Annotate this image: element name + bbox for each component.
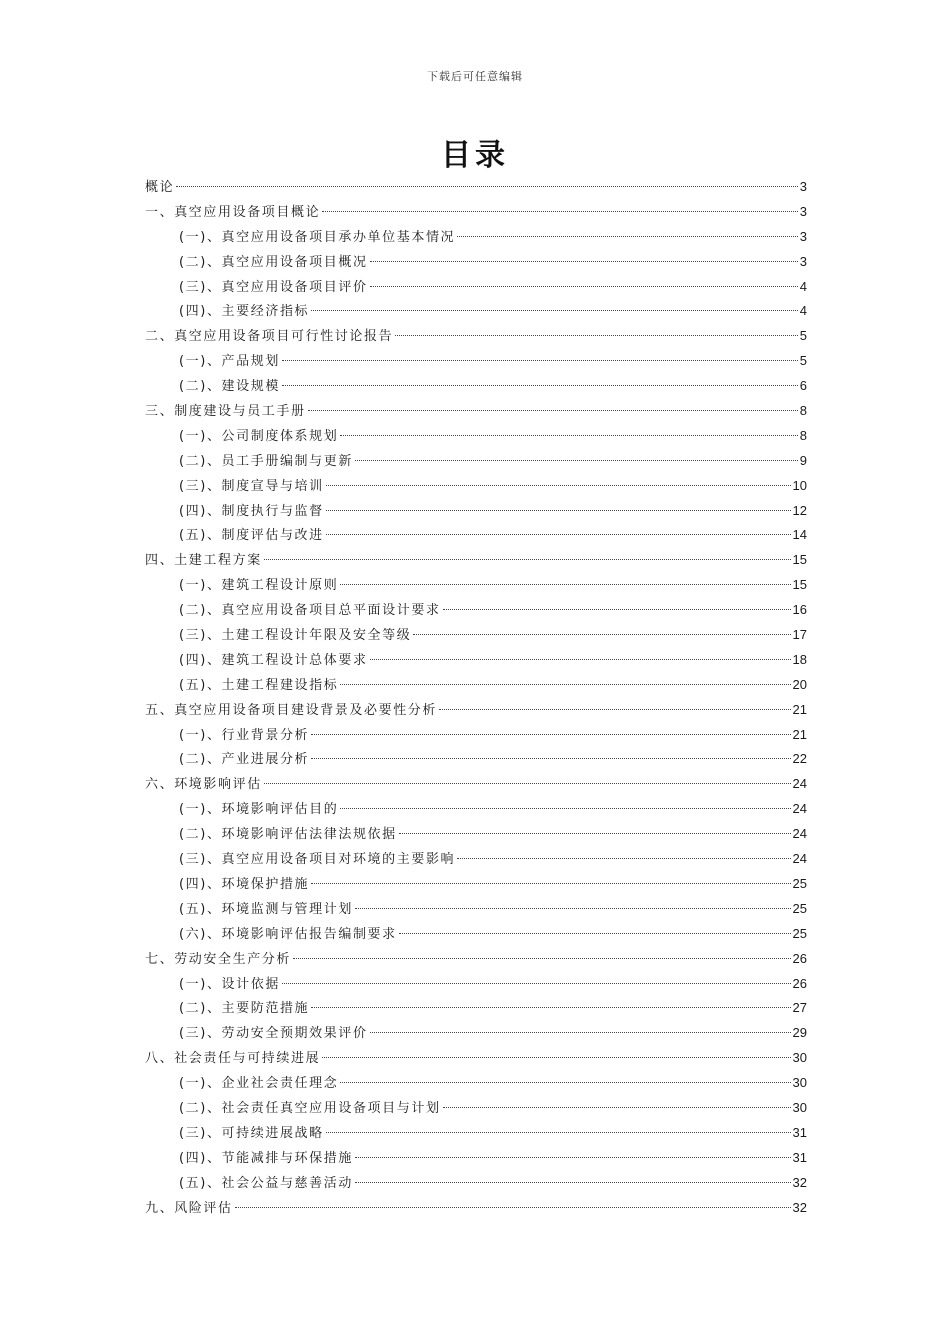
- toc-entry-section[interactable]: [145, 996, 807, 1021]
- toc-page-number: 26: [792, 975, 807, 991]
- toc-page-number: 25: [792, 900, 807, 916]
- toc-dot-leader: [308, 410, 798, 411]
- toc-page-number: 6: [799, 378, 807, 394]
- toc-dot-leader: [311, 734, 790, 735]
- toc-entry-text: (一)、环境影响评估目的: [179, 802, 339, 818]
- toc-page-number: 12: [792, 502, 807, 518]
- toc-entry-section[interactable]: [145, 424, 807, 449]
- toc-entry-text: (二)、产业进展分析: [179, 752, 310, 768]
- toc-page-number: 25: [792, 875, 807, 891]
- toc-entry-text: (五)、环境监测与管理计划: [179, 901, 353, 917]
- toc-entry-text: (一)、建筑工程设计原则: [179, 578, 339, 594]
- toc-page-number: 22: [792, 751, 807, 767]
- toc-page-number: 15: [792, 577, 807, 593]
- toc-entry-text: (五)、制度评估与改进: [179, 528, 324, 544]
- toc-dot-leader: [355, 1182, 791, 1183]
- toc-entry-text: 概论: [145, 180, 175, 195]
- toc-dot-leader: [264, 783, 791, 784]
- toc-dot-leader: [322, 211, 798, 212]
- toc-dot-leader: [439, 709, 791, 710]
- toc-entry-text: (三)、可持续进展战略: [179, 1125, 324, 1141]
- toc-entry-text: (三)、劳动安全预期效果评价: [179, 1026, 368, 1042]
- toc-entry-text: (三)、真空应用设备项目评价: [179, 279, 368, 295]
- toc-page-number: 4: [799, 278, 807, 294]
- toc-entry-text: (三)、土建工程设计年限及安全等级: [179, 628, 412, 644]
- toc-dot-leader: [282, 983, 791, 984]
- toc-dot-leader: [443, 1107, 791, 1108]
- toc-dot-leader: [326, 485, 791, 486]
- toc-dot-leader: [282, 385, 798, 386]
- toc-entry-section[interactable]: [145, 523, 807, 548]
- toc-dot-leader: [282, 360, 798, 361]
- toc-entry-section[interactable]: [145, 847, 807, 872]
- toc-page-number: 5: [799, 353, 807, 369]
- toc-entry-section[interactable]: [145, 299, 807, 324]
- toc-page-number: 3: [799, 179, 807, 194]
- toc-page-number: 24: [792, 776, 807, 792]
- toc-entry-section[interactable]: [145, 822, 807, 847]
- toc-entry-text: 四、土建工程方案: [145, 553, 262, 569]
- toc-entry-section[interactable]: [145, 623, 807, 648]
- toc-page-number: 3: [799, 203, 807, 219]
- toc-entry-text: (四)、节能减排与环保措施: [179, 1150, 353, 1166]
- toc-dot-leader: [326, 534, 791, 535]
- toc-entry-text: (四)、制度执行与监督: [179, 503, 324, 519]
- toc-page-number: 5: [799, 328, 807, 344]
- toc-entry-text: 七、劳动安全生产分析: [145, 951, 292, 967]
- toc-title: 目录: [441, 138, 509, 173]
- toc-entry-text: (六)、环境影响评估报告编制要求: [179, 926, 397, 942]
- toc-entry-text: (二)、建设规模: [179, 379, 280, 395]
- toc-entry-text: 九、风险评估: [145, 1200, 233, 1216]
- toc-entry-section[interactable]: [145, 897, 807, 922]
- toc-entry-text: (二)、真空应用设备项目概况: [179, 254, 368, 270]
- toc-entry-section[interactable]: [145, 972, 807, 997]
- toc-page-number: 14: [792, 527, 807, 543]
- toc-dot-leader: [311, 883, 790, 884]
- toc-dot-leader: [399, 933, 791, 934]
- toc-entry-text: 二、真空应用设备项目可行性讨论报告: [145, 329, 394, 345]
- page-header: 下载后可任意编辑: [427, 70, 523, 83]
- toc-entry-chapter[interactable]: [145, 772, 807, 797]
- toc-entry-text: (一)、产品规划: [179, 354, 280, 370]
- toc-entry-section[interactable]: [145, 723, 807, 748]
- toc-entry-section[interactable]: [145, 449, 807, 474]
- toc-dot-leader: [264, 559, 791, 560]
- toc-entry-chapter[interactable]: [145, 1046, 807, 1071]
- toc-entry-chapter[interactable]: [145, 175, 807, 200]
- toc-dot-leader: [322, 1057, 790, 1058]
- toc-list: [145, 175, 807, 1220]
- toc-dot-leader: [457, 858, 790, 859]
- toc-page-number: 25: [792, 925, 807, 941]
- toc-entry-text: (一)、真空应用设备项目承办单位基本情况: [179, 229, 456, 245]
- toc-dot-leader: [355, 460, 798, 461]
- toc-page-number: 3: [799, 253, 807, 269]
- toc-entry-text: (一)、设计依据: [179, 976, 280, 992]
- toc-dot-leader: [340, 435, 797, 436]
- toc-entry-text: (二)、员工手册编制与更新: [179, 453, 353, 469]
- toc-page-number: 21: [792, 726, 807, 742]
- toc-page-number: 17: [792, 627, 807, 643]
- toc-entry-text: 五、真空应用设备项目建设背景及必要性分析: [145, 702, 438, 718]
- toc-entry-section[interactable]: [145, 1096, 807, 1121]
- toc-entry-text: (一)、企业社会责任理念: [179, 1076, 339, 1092]
- toc-entry-section[interactable]: [145, 474, 807, 499]
- toc-page-number: 31: [792, 1149, 807, 1165]
- toc-entry-text: (三)、制度宣导与培训: [179, 478, 324, 494]
- toc-dot-leader: [311, 310, 798, 311]
- toc-dot-leader: [326, 510, 791, 511]
- toc-dot-leader: [340, 1082, 790, 1083]
- toc-dot-leader: [370, 261, 798, 262]
- toc-page-number: 24: [792, 851, 807, 867]
- toc-page-number: 20: [792, 676, 807, 692]
- toc-entry-section[interactable]: [145, 349, 807, 374]
- toc-entry-text: (二)、真空应用设备项目总平面设计要求: [179, 603, 441, 619]
- toc-entry-section[interactable]: [145, 225, 807, 250]
- toc-entry-text: (四)、环境保护措施: [179, 876, 310, 892]
- toc-page-number: 27: [792, 1000, 807, 1016]
- toc-page-number: 30: [792, 1075, 807, 1091]
- toc-entry-chapter[interactable]: [145, 399, 807, 424]
- toc-entry-chapter[interactable]: [145, 1196, 807, 1221]
- toc-dot-leader: [370, 286, 798, 287]
- toc-page-number: 3: [799, 228, 807, 244]
- toc-entry-section[interactable]: [145, 673, 807, 698]
- toc-entry-section[interactable]: [145, 648, 807, 673]
- toc-entry-text: (五)、社会公益与慈善活动: [179, 1175, 353, 1191]
- toc-dot-leader: [293, 958, 791, 959]
- toc-entry-section[interactable]: [145, 374, 807, 399]
- toc-entry-text: (三)、真空应用设备项目对环境的主要影响: [179, 852, 456, 868]
- toc-entry-section[interactable]: [145, 1121, 807, 1146]
- toc-page-number: 24: [792, 826, 807, 842]
- toc-dot-leader: [311, 758, 790, 759]
- toc-entry-text: (二)、主要防范措施: [179, 1001, 310, 1017]
- toc-dot-leader: [235, 1207, 791, 1208]
- toc-entry-section[interactable]: [145, 872, 807, 897]
- toc-entry-text: (四)、建筑工程设计总体要求: [179, 652, 368, 668]
- toc-entry-section[interactable]: [145, 1171, 807, 1196]
- toc-entry-section[interactable]: [145, 275, 807, 300]
- toc-dot-leader: [176, 186, 798, 187]
- toc-dot-leader: [457, 236, 798, 237]
- toc-page-number: 26: [792, 950, 807, 966]
- toc-entry-text: (一)、行业背景分析: [179, 727, 310, 743]
- toc-page-number: 31: [792, 1124, 807, 1140]
- toc-page-number: 30: [792, 1099, 807, 1115]
- toc-page-number: 29: [792, 1025, 807, 1041]
- toc-dot-leader: [340, 584, 790, 585]
- toc-page-number: 4: [799, 303, 807, 319]
- toc-entry-chapter[interactable]: [145, 947, 807, 972]
- toc-dot-leader: [355, 1157, 791, 1158]
- toc-entry-section[interactable]: [145, 573, 807, 598]
- toc-entry-text: (五)、土建工程建设指标: [179, 677, 339, 693]
- toc-dot-leader: [370, 1032, 791, 1033]
- toc-dot-leader: [399, 833, 791, 834]
- toc-entry-section[interactable]: [145, 747, 807, 772]
- toc-page-number: 8: [799, 427, 807, 443]
- toc-entry-section[interactable]: [145, 598, 807, 623]
- toc-dot-leader: [370, 659, 791, 660]
- toc-dot-leader: [443, 609, 791, 610]
- toc-entry-text: 六、环境影响评估: [145, 777, 262, 793]
- toc-page-number: 10: [792, 477, 807, 493]
- toc-dot-leader: [311, 1007, 790, 1008]
- toc-entry-chapter[interactable]: [145, 200, 807, 225]
- toc-page-number: 8: [799, 403, 807, 419]
- toc-entry-text: (四)、主要经济指标: [179, 304, 310, 320]
- toc-entry-text: (一)、公司制度体系规划: [179, 428, 339, 444]
- toc-entry-text: 三、制度建设与员工手册: [145, 404, 306, 420]
- toc-page-number: 18: [792, 651, 807, 667]
- toc-entry-chapter[interactable]: [145, 548, 807, 573]
- toc-dot-leader: [395, 335, 798, 336]
- toc-entry-chapter[interactable]: [145, 324, 807, 349]
- toc-dot-leader: [413, 634, 790, 635]
- toc-entry-chapter[interactable]: [145, 698, 807, 723]
- toc-dot-leader: [355, 908, 791, 909]
- toc-page-number: 9: [799, 452, 807, 468]
- toc-entry-section[interactable]: [145, 1071, 807, 1096]
- toc-entry-text: 一、真空应用设备项目概论: [145, 204, 321, 220]
- toc-entry-text: 八、社会责任与可持续进展: [145, 1051, 321, 1067]
- toc-page-number: 24: [792, 801, 807, 817]
- toc-page-number: 16: [792, 602, 807, 618]
- toc-dot-leader: [340, 684, 790, 685]
- toc-entry-section[interactable]: [145, 797, 807, 822]
- toc-entry-section[interactable]: [145, 1021, 807, 1046]
- toc-entry-section[interactable]: [145, 922, 807, 947]
- toc-page-number: 15: [792, 552, 807, 568]
- toc-entry-section[interactable]: [145, 250, 807, 275]
- toc-dot-leader: [326, 1132, 791, 1133]
- toc-page-number: 21: [792, 701, 807, 717]
- toc-entry-section[interactable]: [145, 499, 807, 524]
- toc-page-number: 32: [792, 1199, 807, 1215]
- toc-dot-leader: [340, 808, 790, 809]
- toc-entry-text: (二)、社会责任真空应用设备项目与计划: [179, 1100, 441, 1116]
- toc-page-number: 30: [792, 1050, 807, 1066]
- toc-page-number: 32: [792, 1174, 807, 1190]
- toc-entry-text: (二)、环境影响评估法律法规依据: [179, 827, 397, 843]
- toc-entry-section[interactable]: [145, 1146, 807, 1171]
